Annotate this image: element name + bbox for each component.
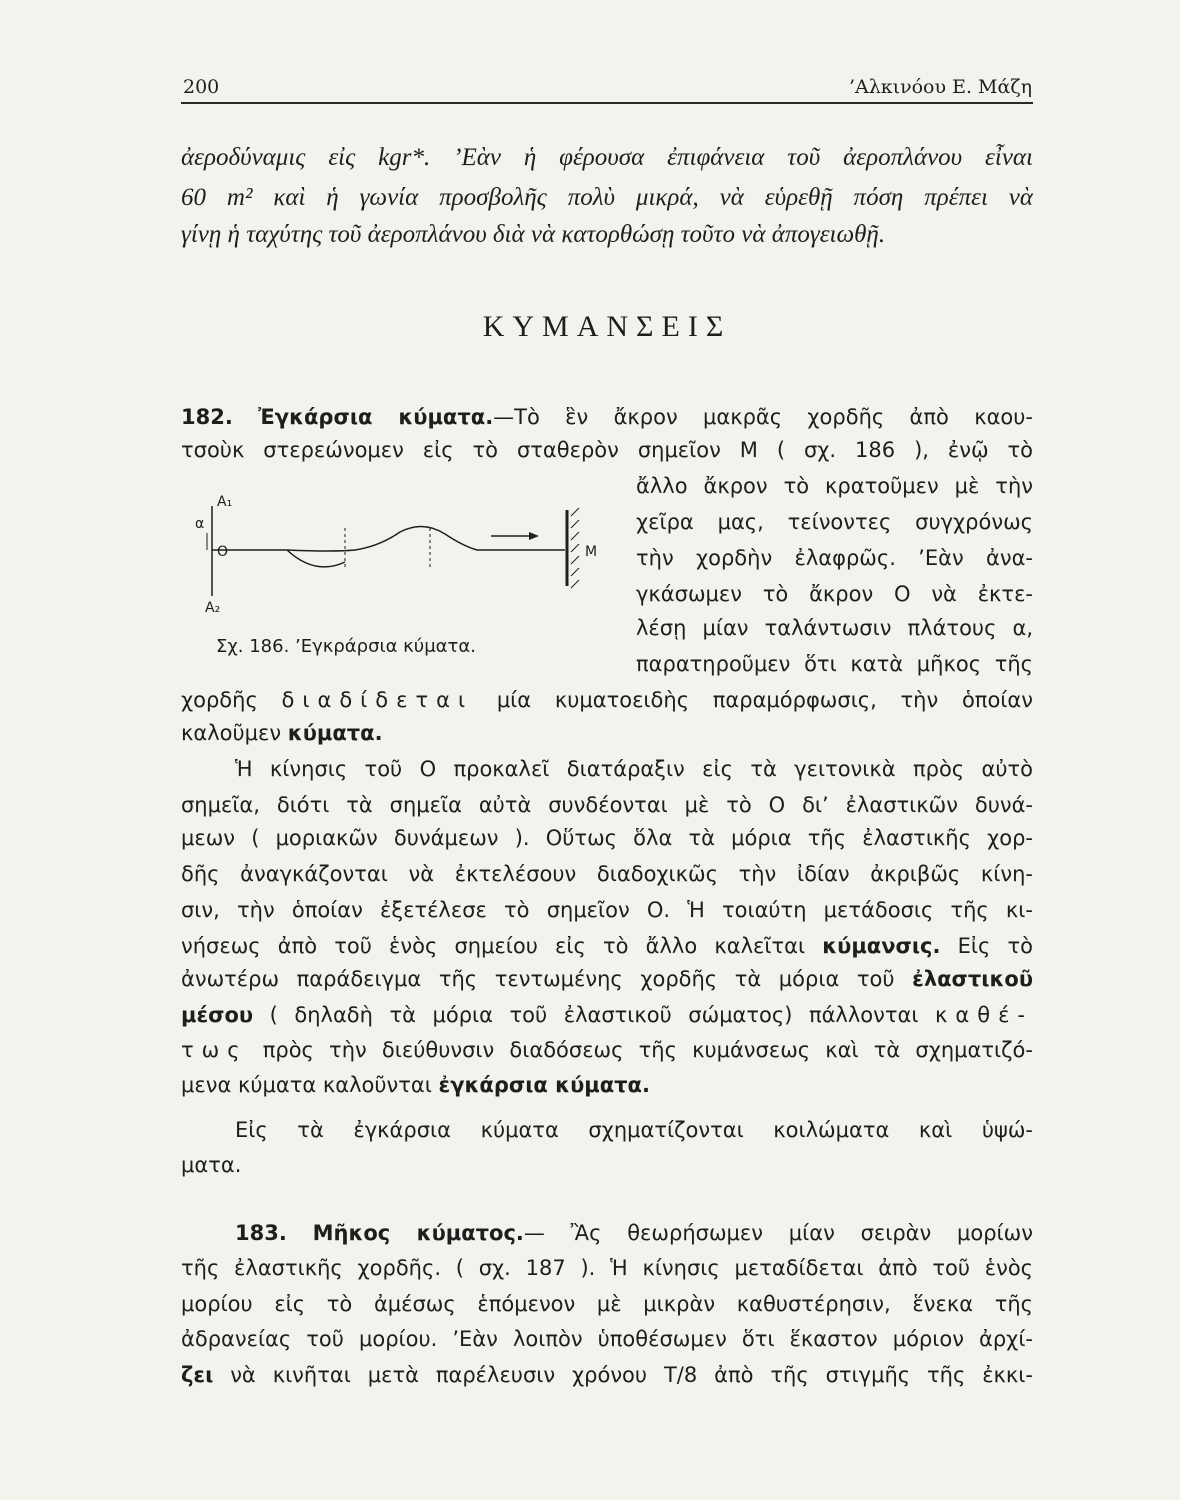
body-line: ἀδρανείας τοῦ μορίου. ’Εὰν λοιπὸν ὑποθέσωμεν ὅτι ἕκαστον μόριον ἀρχί-: [181, 1327, 1033, 1351]
wrap-line: λέσῃ μίαν ταλάντωσιν πλάτους α,: [636, 616, 1033, 640]
s183-number: 183.: [235, 1221, 287, 1245]
wrap-line: χεῖρα μας, τείνοντες συγχρόνως: [636, 510, 1033, 534]
body-line: σημεῖα, διότι τὰ σημεῖα αὐτὰ συνδέονται μὲ τὸ Ο δι’ ἐλαστικῶν δυνά-: [181, 793, 1033, 817]
body-line: [181, 962, 1033, 996]
body-line: [181, 929, 1033, 963]
text-run: νήσεως ἀπὸ τοῦ ἑνὸς σημείου εἰς τὸ ἄλλο καλεῖται: [181, 934, 806, 958]
body-line: [181, 1033, 1033, 1067]
wrap-line: γκάσωμεν τὸ ἄκρον Ο νὰ ἐκτε-: [636, 582, 1033, 606]
body-line: τσοὺκ στερεώνομεν εἰς τὸ σταθερὸν σημεῖον Μ ( σχ. 186 ), ἐνῷ τὸ: [181, 438, 1033, 462]
text-run: ἀνωτέρω παράδειγμα τῆς τεντωμένης χορδῆς τὰ μόρια τοῦ: [181, 967, 895, 991]
s182-heading: Ἐγκάρσια κύματα.: [258, 405, 494, 429]
s183-first-line: [181, 1216, 1033, 1250]
header-rule: [181, 102, 1033, 104]
intro-line: γίνῃ ἡ ταχύτης τοῦ ἀεροπλάνου διὰ νὰ κατορθώσῃ τοῦτο νὰ ἀπογειωθῇ.: [181, 221, 886, 248]
s182-number: 182.: [181, 405, 233, 429]
s182-first-line: [181, 400, 1033, 434]
bold-term: ἐγκάρσια κύματα.: [438, 1073, 650, 1097]
section-title: ΚΥΜΑΝΣΕΙΣ: [482, 310, 732, 343]
figure-label-m: M: [585, 544, 598, 560]
text-run: νὰ κινῆται μετὰ παρέλευσιν χρόνου Τ/8 ἀπὸ τῆς στιγμῆς τῆς ἐκκι-: [230, 1363, 1033, 1387]
bold-term: κύμανσις.: [822, 934, 941, 958]
figure-label-a1: A₁: [217, 494, 233, 510]
body-line: ματα.: [181, 1153, 242, 1177]
bold-term: ἐλαστικοῦ: [912, 967, 1033, 991]
body-line: δῆς ἀναγκάζονται νὰ ἐκτελέσουν διαδοχικῶς τὴν ἰδίαν ἀκριβῶς κίνη-: [181, 862, 1033, 886]
page-number: 200: [183, 76, 220, 98]
s182-text: —Τὸ ἓν ἄκρον μακρᾶς χορδῆς ἀπὸ καου-: [493, 405, 1033, 429]
text-run: πρὸς τὴν διεύθυνσιν διαδόσεως τῆς κυμάνσεως καὶ τὰ σχηματιζό-: [262, 1038, 1033, 1062]
body-line: Εἰς τὰ ἐγκάρσια κύματα σχηματίζονται κοιλώματα καὶ ὑψώ-: [235, 1118, 1033, 1142]
body-line: Ἡ κίνησις τοῦ Ο προκαλεῖ διατάραξιν εἰς τὰ γειτονικὰ πρὸς αὐτὸ: [235, 757, 1033, 781]
figure-label-alpha: α: [195, 516, 205, 532]
body-line: [181, 1068, 1033, 1102]
wrap-line: τὴν χορδὴν ἐλαφρῶς. ’Εὰν ἀνα-: [636, 546, 1033, 570]
text-run: μία κυματοειδὴς παραμόρφωσις, τὴν ὁποίαν: [496, 688, 1033, 712]
figure-caption: Σχ. 186. ’Εγκράρσια κύματα.: [216, 636, 476, 657]
text-run: καλοῦμεν: [181, 721, 282, 745]
intro-line: 60 m² καὶ ἡ γωνία προσβολῆς πολὺ μικρά, νὰ εὑρεθῇ πόση πρέπει νὰ: [181, 184, 1033, 211]
s183-heading: Μῆκος κύματος.: [312, 1221, 524, 1245]
text-run: χορδῆς: [181, 688, 258, 712]
figure-label-o: O: [217, 544, 229, 560]
body-line: μορίου εἰς τὸ ἀμέσως ἑπόμενον μὲ μικρὰν καθυστέρησιν, ἕνεκα τῆς: [181, 1292, 1033, 1316]
spaced-text: τως: [181, 1038, 248, 1062]
body-line: τῆς ἐλαστικῆς χορδῆς. ( σχ. 187 ). Ἡ κίνησις μεταδίδεται ἀπὸ τοῦ ἑνὸς: [181, 1256, 1033, 1280]
text-run: ( δηλαδὴ τὰ μόρια τοῦ ἐλαστικοῦ σώματος) πάλλονται: [269, 1003, 919, 1027]
figure-186: [195, 488, 610, 618]
bold-term: ζει: [181, 1363, 214, 1387]
running-title: ’Αλκινόου Ε. Μάζη: [848, 76, 1032, 98]
body-line: σιν, τὴν ὁποίαν ἐξετέλεσε τὸ σημεῖον Ο. Ἡ τοιαύτη μετάδοσις τῆς κι-: [181, 898, 1033, 922]
s183-text: — Ἂς θεωρήσωμεν μίαν σειρὰν μορίων: [523, 1221, 1033, 1245]
wrap-line: ἄλλο ἄκρον τὸ κρατοῦμεν μὲ τὴν: [636, 474, 1033, 498]
body-line: [181, 1358, 1033, 1392]
wrap-line: παρατηροῦμεν ὅτι κατὰ μῆκος τῆς: [636, 652, 1033, 676]
text-run: Εἰς τὸ: [957, 934, 1033, 958]
spaced-text: διαδίδεται: [281, 688, 474, 712]
body-line: [181, 998, 1033, 1032]
body-line: [181, 716, 1033, 750]
spaced-text: καθέ-: [935, 1003, 1033, 1027]
intro-line: ἀεροδύναμις εἰς kgr*. ’Εὰν ἡ φέρουσα ἐπιφάνεια τοῦ ἀεροπλάνου εἶναι: [181, 144, 1033, 171]
bold-term: κύματα.: [287, 721, 383, 745]
figure-label-a2: A₂: [205, 600, 221, 616]
body-line: μεων ( μοριακῶν δυνάμεων ). Οὕτως ὅλα τὰ μόρια τῆς ἐλαστικῆς χορ-: [181, 826, 1033, 850]
body-line: [181, 683, 1033, 717]
bold-term: μέσου: [181, 1003, 254, 1027]
text-run: μενα κύματα καλοῦνται: [181, 1073, 432, 1097]
